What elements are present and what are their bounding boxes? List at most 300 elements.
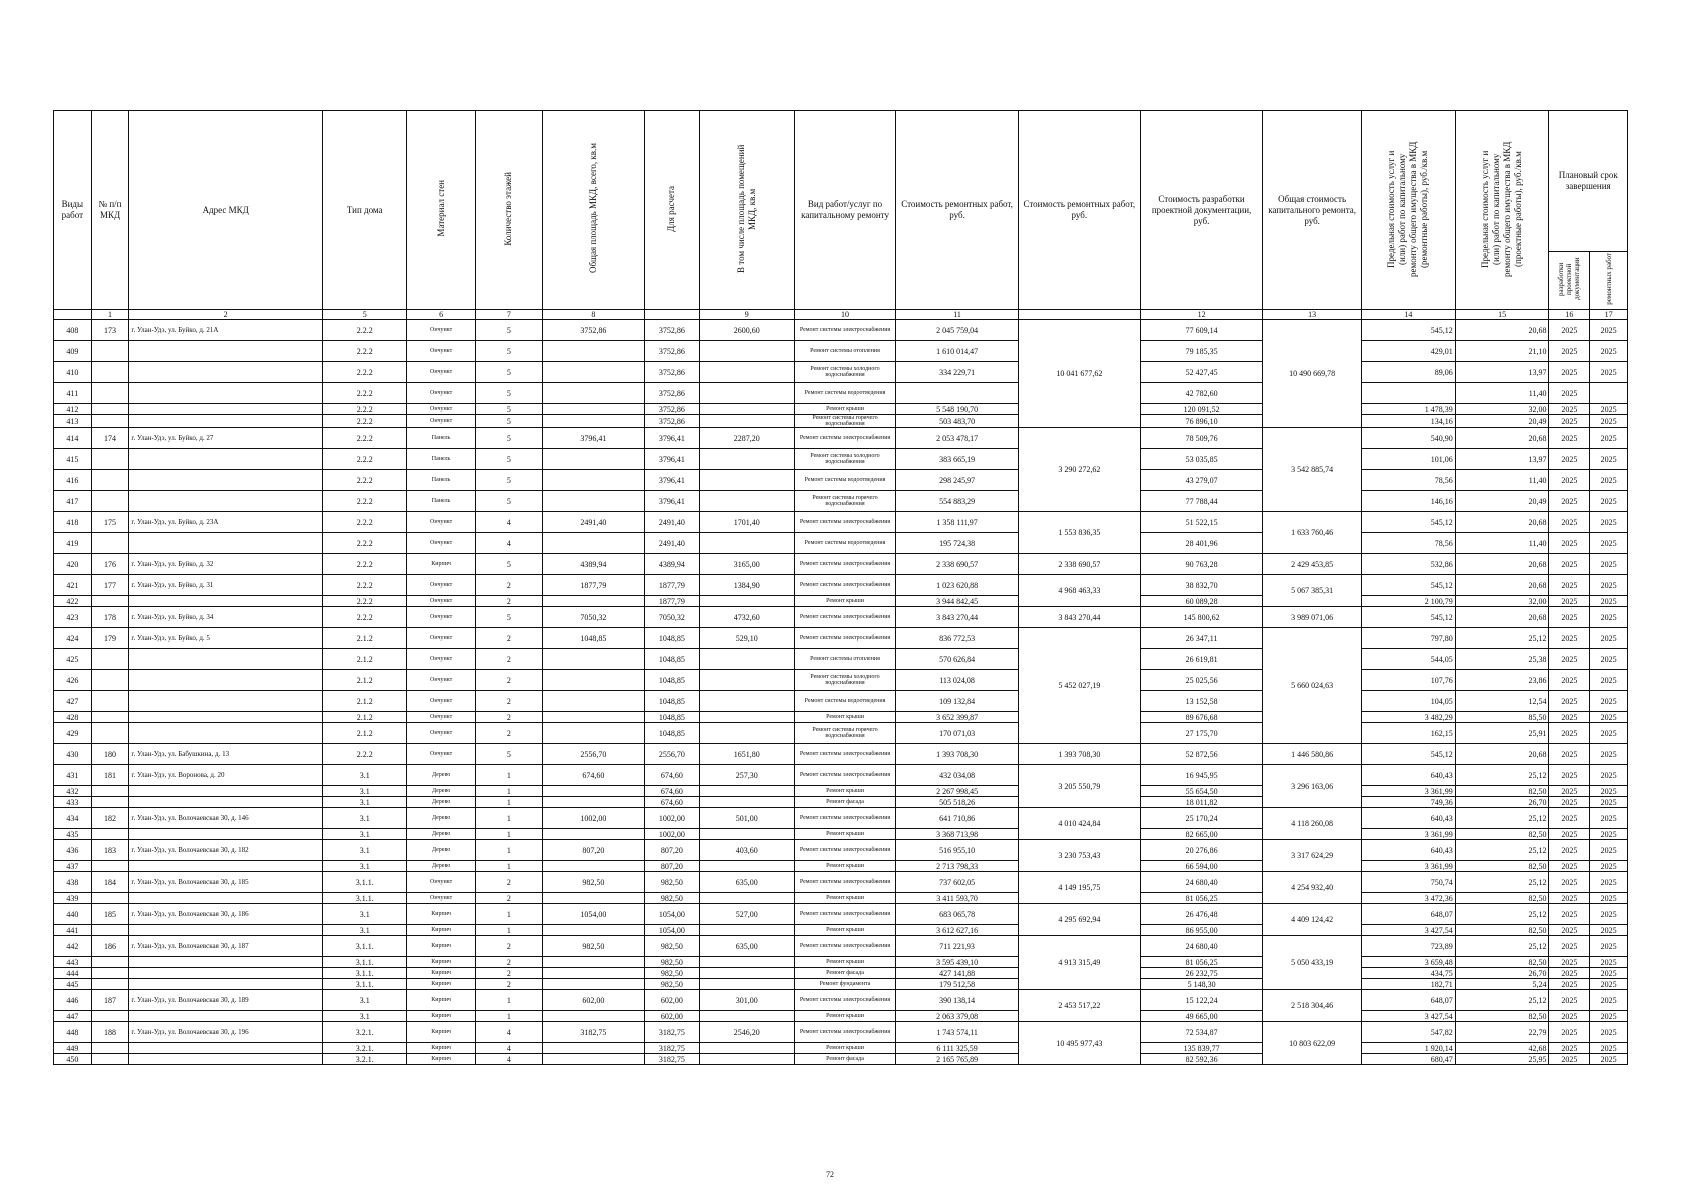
house-type: 3.1 <box>322 808 407 829</box>
table-row <box>54 470 1628 491</box>
total-area <box>542 968 644 979</box>
calc-area: 674,60 <box>644 797 699 808</box>
col-grand-total: Общая стоимость капитального ремонта, руб. <box>1263 111 1362 310</box>
work-type: Ремонт системы электроснабжения <box>794 872 896 893</box>
row-number: 428 <box>54 712 92 723</box>
limit-project: 22,79 <box>1455 1022 1549 1043</box>
work-type: Ремонт системы отопления <box>794 341 896 362</box>
table-row <box>54 404 1628 415</box>
calc-area: 1048,85 <box>644 712 699 723</box>
col-planned-deadline: Плановый срок завершения <box>1549 111 1628 252</box>
address <box>129 723 323 744</box>
floors: 5 <box>475 341 542 362</box>
address <box>129 649 323 670</box>
limit-project: 20,68 <box>1455 575 1549 596</box>
deadline-project: 2025 <box>1549 607 1590 628</box>
total-area <box>542 691 644 712</box>
row-number: 413 <box>54 415 92 428</box>
address <box>129 670 323 691</box>
floors: 1 <box>475 904 542 925</box>
floors: 4 <box>475 1043 542 1054</box>
calc-area: 1002,00 <box>644 829 699 840</box>
address: г. Улан-Удэ, ул. Буйко, д. 27 <box>129 428 323 449</box>
repair-cost: 2 165 765,89 <box>896 1054 1018 1065</box>
total-area: 674,60 <box>542 765 644 786</box>
deadline-project: 2025 <box>1549 1054 1590 1065</box>
grand-total: 2 429 453,85 <box>1263 554 1362 575</box>
repair-cost: 711 221,93 <box>896 936 1018 957</box>
house-type: 2.2.2 <box>322 575 407 596</box>
table-row <box>54 925 1628 936</box>
premises-area <box>699 786 794 797</box>
limit-project: 11,40 <box>1455 533 1549 554</box>
limit-repair: 749,36 <box>1362 797 1456 808</box>
premises-area <box>699 893 794 904</box>
repair-cost: 109 132,84 <box>896 691 1018 712</box>
row-number: 438 <box>54 872 92 893</box>
house-type: 2.2.2 <box>322 320 407 341</box>
mkd-number <box>91 404 129 415</box>
limit-repair: 101,06 <box>1362 449 1456 470</box>
total-area <box>542 341 644 362</box>
deadline-repair: 2025 <box>1590 533 1628 554</box>
deadline-project: 2025 <box>1549 723 1590 744</box>
limit-project: 20,49 <box>1455 491 1549 512</box>
house-type: 2.2.2 <box>322 415 407 428</box>
deadline-project: 2025 <box>1549 628 1590 649</box>
calc-area: 982,50 <box>644 936 699 957</box>
limit-repair: 3 361,99 <box>1362 786 1456 797</box>
project-cost: 90 763,28 <box>1140 554 1262 575</box>
floors: 5 <box>475 491 542 512</box>
mkd-number <box>91 786 129 797</box>
calc-area: 3796,41 <box>644 428 699 449</box>
limit-repair: 545,12 <box>1362 575 1456 596</box>
col-project-cost: Стоимость разработки проектной документации, руб. <box>1140 111 1262 310</box>
mkd-number <box>91 491 129 512</box>
total-area <box>542 415 644 428</box>
limit-repair: 3 361,99 <box>1362 861 1456 872</box>
wall-material: Кирпич <box>407 925 475 936</box>
floors: 5 <box>475 320 542 341</box>
total-area: 807,20 <box>542 840 644 861</box>
limit-project: 20,68 <box>1455 554 1549 575</box>
project-cost: 55 654,50 <box>1140 786 1262 797</box>
floors: 2 <box>475 691 542 712</box>
calc-area: 1048,85 <box>644 723 699 744</box>
total-area <box>542 1011 644 1022</box>
row-number: 432 <box>54 786 92 797</box>
wall-material: Ончункт <box>407 512 475 533</box>
wall-material: Ончункт <box>407 575 475 596</box>
total-area: 1002,00 <box>542 808 644 829</box>
house-type: 3.1.1. <box>322 957 407 968</box>
project-cost: 13 152,58 <box>1140 691 1262 712</box>
repair-cost: 641 710,86 <box>896 808 1018 829</box>
premises-area <box>699 829 794 840</box>
work-type: Ремонт системы электроснабжения <box>794 512 896 533</box>
limit-repair: 723,89 <box>1362 936 1456 957</box>
calc-area: 982,50 <box>644 957 699 968</box>
house-type: 2.2.2 <box>322 428 407 449</box>
premises-area: 301,00 <box>699 990 794 1011</box>
repair-cost-total: 4 295 692,94 <box>1018 904 1140 936</box>
limit-project: 20,68 <box>1455 428 1549 449</box>
total-area <box>542 362 644 383</box>
project-cost: 25 170,24 <box>1140 808 1262 829</box>
row-number: 437 <box>54 861 92 872</box>
address: г. Улан-Удэ, ул. Бабушкина, д. 13 <box>129 744 323 765</box>
total-area <box>542 925 644 936</box>
limit-project: 5,24 <box>1455 979 1549 990</box>
work-type: Ремонт системы электроснабжения <box>794 904 896 925</box>
limit-project: 20,68 <box>1455 512 1549 533</box>
premises-area <box>699 383 794 404</box>
row-number: 421 <box>54 575 92 596</box>
deadline-repair <box>1590 383 1628 404</box>
work-type: Ремонт системы электроснабжения <box>794 607 896 628</box>
premises-area: 635,00 <box>699 936 794 957</box>
calc-area: 2491,40 <box>644 533 699 554</box>
grand-total: 10 803 622,09 <box>1263 1022 1362 1065</box>
repair-cost-total: 3 205 550,79 <box>1018 765 1140 808</box>
mkd-number: 182 <box>91 808 129 829</box>
house-type: 3.1.1. <box>322 872 407 893</box>
work-type: Ремонт системы электроснабжения <box>794 554 896 575</box>
address: г. Улан-Удэ, ул. Буйко, д. 31 <box>129 575 323 596</box>
premises-area <box>699 861 794 872</box>
col-deadline-repair: ремонтных работ <box>1590 252 1628 310</box>
wall-material: Кирпич <box>407 904 475 925</box>
address: г. Улан-Удэ, ул. Волочаевская 30, д. 146 <box>129 808 323 829</box>
table-row <box>54 936 1628 957</box>
calc-area: 4389,94 <box>644 554 699 575</box>
table-row <box>54 979 1628 990</box>
calc-area: 674,60 <box>644 786 699 797</box>
row-number: 429 <box>54 723 92 744</box>
total-area <box>542 1043 644 1054</box>
total-area <box>542 449 644 470</box>
table-row <box>54 607 1628 628</box>
address <box>129 341 323 362</box>
address <box>129 491 323 512</box>
deadline-repair: 2025 <box>1590 797 1628 808</box>
premises-area <box>699 362 794 383</box>
mkd-number: 188 <box>91 1022 129 1043</box>
wall-material: Кирпич <box>407 1011 475 1022</box>
premises-area <box>699 1054 794 1065</box>
wall-material: Ончункт <box>407 649 475 670</box>
deadline-project: 2025 <box>1549 491 1590 512</box>
table-row <box>54 786 1628 797</box>
wall-material: Кирпич <box>407 1043 475 1054</box>
house-type: 2.2.2 <box>322 512 407 533</box>
column-number: 13 <box>1263 310 1362 320</box>
project-cost: 52 872,56 <box>1140 744 1262 765</box>
limit-repair: 3 472,36 <box>1362 893 1456 904</box>
house-type: 2.2.2 <box>322 596 407 607</box>
mkd-number: 180 <box>91 744 129 765</box>
repair-cost <box>896 383 1018 404</box>
wall-material: Дерево <box>407 797 475 808</box>
total-area: 3796,41 <box>542 428 644 449</box>
project-cost: 27 175,70 <box>1140 723 1262 744</box>
calc-area: 7050,32 <box>644 607 699 628</box>
column-number: 10 <box>794 310 896 320</box>
limit-repair: 680,47 <box>1362 1054 1456 1065</box>
project-cost: 26 232,75 <box>1140 968 1262 979</box>
house-type: 2.2.2 <box>322 341 407 362</box>
repair-cost-total: 3 290 272,62 <box>1018 428 1140 512</box>
total-area: 982,50 <box>542 936 644 957</box>
limit-project: 20,68 <box>1455 607 1549 628</box>
limit-repair: 2 100,79 <box>1362 596 1456 607</box>
house-type: 2.1.2 <box>322 649 407 670</box>
mkd-number <box>91 1054 129 1065</box>
total-area: 3752,86 <box>542 320 644 341</box>
calc-area: 2491,40 <box>644 512 699 533</box>
repair-cost: 1 743 574,11 <box>896 1022 1018 1043</box>
calc-area: 602,00 <box>644 990 699 1011</box>
table-row <box>54 723 1628 744</box>
repair-cost: 1 610 014,47 <box>896 341 1018 362</box>
total-area: 1048,85 <box>542 628 644 649</box>
wall-material: Ончункт <box>407 691 475 712</box>
project-cost: 52 427,45 <box>1140 362 1262 383</box>
work-type: Ремонт системы холодного водоснабжения <box>794 449 896 470</box>
work-type: Ремонт фасада <box>794 797 896 808</box>
address <box>129 691 323 712</box>
limit-repair: 544,05 <box>1362 649 1456 670</box>
premises-area: 529,10 <box>699 628 794 649</box>
deadline-repair: 2025 <box>1590 512 1628 533</box>
row-number: 418 <box>54 512 92 533</box>
deadline-project: 2025 <box>1549 990 1590 1011</box>
address <box>129 533 323 554</box>
deadline-project: 2025 <box>1549 979 1590 990</box>
repair-cost: 737 602,05 <box>896 872 1018 893</box>
address <box>129 449 323 470</box>
total-area <box>542 596 644 607</box>
deadline-repair: 2025 <box>1590 491 1628 512</box>
table-row <box>54 861 1628 872</box>
table-row <box>54 712 1628 723</box>
table-row <box>54 893 1628 904</box>
premises-area: 2600,60 <box>699 320 794 341</box>
row-number: 409 <box>54 341 92 362</box>
repair-cost: 505 518,26 <box>896 797 1018 808</box>
repair-cost-total: 1 393 708,30 <box>1018 744 1140 765</box>
wall-material: Ончункт <box>407 596 475 607</box>
wall-material: Ончункт <box>407 533 475 554</box>
work-type: Ремонт крыши <box>794 786 896 797</box>
mkd-number <box>91 893 129 904</box>
limit-project: 26,70 <box>1455 968 1549 979</box>
grand-total: 5 067 385,31 <box>1263 575 1362 607</box>
floors: 2 <box>475 628 542 649</box>
project-cost: 49 665,00 <box>1140 1011 1262 1022</box>
calc-area: 1054,00 <box>644 904 699 925</box>
limit-project: 85,50 <box>1455 712 1549 723</box>
table-row <box>54 341 1628 362</box>
deadline-repair: 2025 <box>1590 957 1628 968</box>
repair-cost-total: 4 968 463,33 <box>1018 575 1140 607</box>
address: г. Улан-Удэ, ул. Волочаевская 30, д. 196 <box>129 1022 323 1043</box>
address <box>129 829 323 840</box>
deadline-repair: 2025 <box>1590 320 1628 341</box>
address: г. Улан-Удэ, ул. Воронова, д. 20 <box>129 765 323 786</box>
mkd-number <box>91 383 129 404</box>
repair-cost: 516 955,10 <box>896 840 1018 861</box>
table-row <box>54 320 1628 341</box>
house-type: 3.1 <box>322 1011 407 1022</box>
calc-area: 3752,86 <box>644 320 699 341</box>
deadline-project: 2025 <box>1549 925 1590 936</box>
mkd-number <box>91 968 129 979</box>
project-cost: 86 955,00 <box>1140 925 1262 936</box>
row-number: 445 <box>54 979 92 990</box>
wall-material: Ончункт <box>407 893 475 904</box>
limit-repair: 545,12 <box>1362 320 1456 341</box>
limit-repair: 89,06 <box>1362 362 1456 383</box>
project-cost: 25 025,56 <box>1140 670 1262 691</box>
column-number: 16 <box>1549 310 1590 320</box>
limit-repair: 162,15 <box>1362 723 1456 744</box>
repair-cost-total: 4 010 424,84 <box>1018 808 1140 840</box>
floors: 5 <box>475 744 542 765</box>
house-type: 2.1.2 <box>322 712 407 723</box>
mkd-number <box>91 1043 129 1054</box>
premises-area <box>699 979 794 990</box>
repair-cost: 3 944 842,45 <box>896 596 1018 607</box>
limit-project: 25,12 <box>1455 872 1549 893</box>
repair-cost: 2 338 690,57 <box>896 554 1018 575</box>
table-row <box>54 449 1628 470</box>
floors: 2 <box>475 936 542 957</box>
floors: 1 <box>475 990 542 1011</box>
deadline-repair: 2025 <box>1590 893 1628 904</box>
house-type: 2.2.2 <box>322 607 407 628</box>
total-area: 982,50 <box>542 872 644 893</box>
limit-project: 82,50 <box>1455 861 1549 872</box>
deadline-repair: 2025 <box>1590 979 1628 990</box>
table-row <box>54 829 1628 840</box>
deadline-project: 2025 <box>1549 533 1590 554</box>
table-row <box>54 383 1628 404</box>
mkd-number: 173 <box>91 320 129 341</box>
address <box>129 1043 323 1054</box>
limit-project: 82,50 <box>1455 957 1549 968</box>
row-number: 424 <box>54 628 92 649</box>
limit-project: 25,12 <box>1455 904 1549 925</box>
row-number: 415 <box>54 449 92 470</box>
calc-area: 1877,79 <box>644 575 699 596</box>
floors: 2 <box>475 723 542 744</box>
floors: 1 <box>475 797 542 808</box>
row-number: 430 <box>54 744 92 765</box>
floors: 1 <box>475 765 542 786</box>
limit-repair: 78,56 <box>1362 533 1456 554</box>
work-type: Ремонт системы электроснабжения <box>794 628 896 649</box>
repair-cost: 2 045 759,04 <box>896 320 1018 341</box>
column-number <box>1018 310 1140 320</box>
column-number: 6 <box>407 310 475 320</box>
total-area <box>542 712 644 723</box>
premises-area <box>699 691 794 712</box>
grand-total: 1 633 760,46 <box>1263 512 1362 554</box>
deadline-project: 2025 <box>1549 449 1590 470</box>
floors: 5 <box>475 362 542 383</box>
work-type: Ремонт системы электроснабжения <box>794 990 896 1011</box>
mkd-number <box>91 449 129 470</box>
limit-repair: 146,16 <box>1362 491 1456 512</box>
house-type: 2.2.2 <box>322 362 407 383</box>
limit-repair: 797,80 <box>1362 628 1456 649</box>
calc-area: 3796,41 <box>644 449 699 470</box>
work-type: Ремонт системы отопления <box>794 649 896 670</box>
mkd-number <box>91 470 129 491</box>
grand-total: 3 296 163,06 <box>1263 765 1362 808</box>
deadline-repair: 2025 <box>1590 691 1628 712</box>
row-number: 449 <box>54 1043 92 1054</box>
table-row <box>54 491 1628 512</box>
work-type: Ремонт системы электроснабжения <box>794 808 896 829</box>
repair-cost: 390 138,14 <box>896 990 1018 1011</box>
repair-cost-total: 3 230 753,43 <box>1018 840 1140 872</box>
grand-total: 5 660 024,63 <box>1263 628 1362 744</box>
col-total-area: Общая площадь МКД, всего, кв.м <box>542 111 644 310</box>
deadline-project: 2025 <box>1549 712 1590 723</box>
work-type: Ремонт фасада <box>794 1054 896 1065</box>
house-type: 2.2.2 <box>322 491 407 512</box>
mkd-number <box>91 979 129 990</box>
house-type: 2.2.2 <box>322 449 407 470</box>
house-type: 2.2.2 <box>322 470 407 491</box>
house-type: 3.2.1. <box>322 1022 407 1043</box>
limit-project: 20,68 <box>1455 320 1549 341</box>
total-area <box>542 979 644 990</box>
mkd-number: 175 <box>91 512 129 533</box>
limit-repair: 182,71 <box>1362 979 1456 990</box>
header-row <box>54 111 1628 252</box>
address <box>129 404 323 415</box>
wall-material: Ончункт <box>407 723 475 744</box>
grand-total: 5 050 433,19 <box>1263 936 1362 990</box>
deadline-repair: 2025 <box>1590 575 1628 596</box>
table-row <box>54 872 1628 893</box>
calc-area: 3796,41 <box>644 470 699 491</box>
limit-repair: 1 920,14 <box>1362 1043 1456 1054</box>
calc-area: 1048,85 <box>644 691 699 712</box>
row-number: 416 <box>54 470 92 491</box>
mkd-number <box>91 362 129 383</box>
row-number: 443 <box>54 957 92 968</box>
repair-cost: 334 229,71 <box>896 362 1018 383</box>
work-type: Ремонт системы электроснабжения <box>794 320 896 341</box>
col-floors: Количество этажей <box>475 111 542 310</box>
col-repair-cost: Стоимость ремонтных работ, руб. <box>896 111 1018 310</box>
limit-repair: 545,12 <box>1362 607 1456 628</box>
project-cost: 135 839,77 <box>1140 1043 1262 1054</box>
row-number: 411 <box>54 383 92 404</box>
house-type: 2.1.2 <box>322 628 407 649</box>
limit-repair: 750,74 <box>1362 872 1456 893</box>
deadline-project: 2025 <box>1549 786 1590 797</box>
address <box>129 786 323 797</box>
deadline-project: 2025 <box>1549 904 1590 925</box>
deadline-repair: 2025 <box>1590 936 1628 957</box>
deadline-project: 2025 <box>1549 744 1590 765</box>
